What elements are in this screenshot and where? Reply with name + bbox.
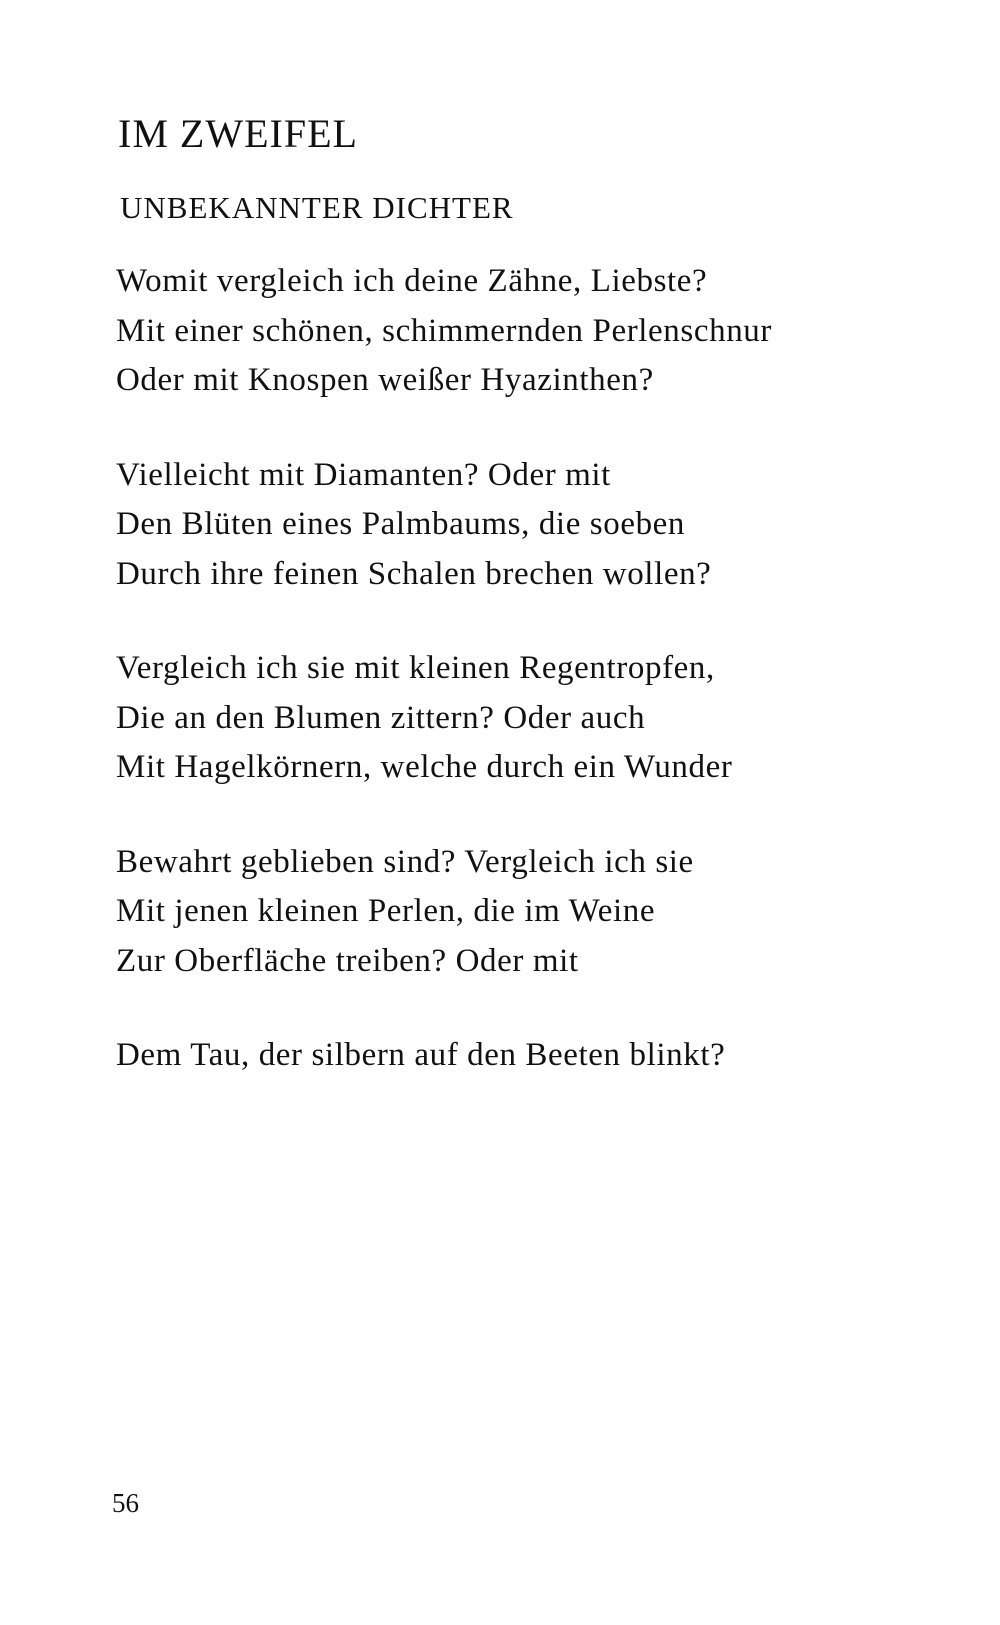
poem-line: Vielleicht mit Diamanten? Oder mit [116, 456, 611, 493]
poem-line: Den Blüten eines Palmbaums, die soeben [116, 506, 686, 542]
page-number: 56 [112, 1488, 139, 1518]
stanza-5 [116, 1031, 976, 1081]
poem-line: Durch ihre feinen Schalen brechen wollen? [116, 555, 712, 592]
stanza-1 [116, 257, 976, 406]
poem-line: Dem Tau, der silbern auf den Beeten blinkt? [116, 1037, 726, 1073]
poem-title: IM ZWEIFEL [118, 111, 358, 156]
poem-line: Die an den Blumen zittern? Oder auch [116, 699, 646, 736]
poem-line: Mit Hagelkörnern, welche durch ein Wunder [116, 749, 733, 785]
poem-author: UNBEKANNTER DICHTER [120, 190, 514, 225]
stanza-3 [116, 644, 976, 793]
poem-line: Oder mit Knospen weißer Hyazinthen? [116, 362, 654, 398]
poem-line: Zur Oberfläche treiben? Oder mit [116, 942, 579, 979]
poem-line: Bewahrt geblieben sind? Vergleich ich sie [116, 843, 694, 880]
poem-line: Vergleich ich sie mit kleinen Regentropfen, [116, 650, 715, 686]
poem-line: Mit jenen kleinen Perlen, die im Weine [116, 893, 656, 929]
stanza-4 [116, 838, 976, 987]
poem-line: Womit vergleich ich deine Zähne, Liebste? [116, 263, 708, 299]
poem-line: Mit einer schönen, schimmernden Perlenschnur [116, 312, 772, 349]
stanza-2 [116, 451, 976, 600]
poem-body [116, 257, 976, 1126]
